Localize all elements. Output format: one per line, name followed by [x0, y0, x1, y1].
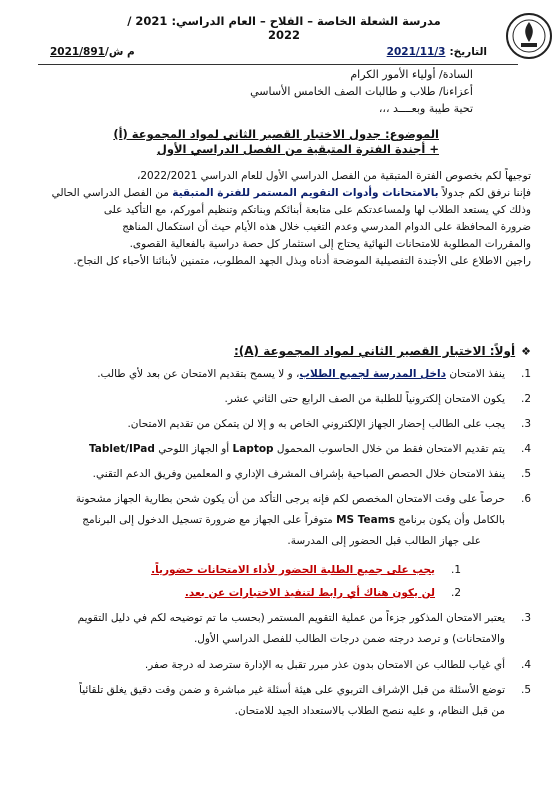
date-label: التاريخ: [449, 46, 487, 58]
warning-text: لن يكون هناك أي رابط لتنفيذ الاختبارات عن بعد. [184, 587, 435, 599]
section-a-title: ❖أولاً: الاختبار القصير الثاني لمواد المجموعة (A): [233, 344, 531, 358]
bullet-icon: ❖ [521, 345, 531, 358]
intro-line: راجين الاطلاع على الأجندة التفصيلية الموضحة أدناه وبذل الجهد المطلوب، متمنين لأبنائنا الأحباء كل النجاح. [73, 255, 531, 267]
letterhead [0, 8, 559, 66]
school-title: مدرسة الشعلة الخاصة – الفلاح – العام الدراسي: 2021 / 2022 [127, 14, 441, 42]
ref-value: 2021/891 [50, 46, 105, 58]
reference-number [46, 46, 135, 58]
date-value: 2021/11/3 [386, 46, 446, 58]
highlight-text: داخل المدرسة لجميع الطلاب [299, 368, 447, 380]
intro-line: والمقررات المطلوبة للامتحانات النهائية يحتاج إلى استثمار كل حصة دراسية بالفعالية القصوى. [129, 238, 531, 250]
subject [113, 127, 439, 157]
header-divider [38, 64, 518, 65]
highlight-text: بالامتحانات وأدوات التقويم المستمر للفترة المتبقية [172, 187, 439, 199]
intro-line: وذلك كي يستعد الطلاب لها ولمساعدتكم على متابعة أبنائكم وبناتكم وتنظيم أموركم، مع التأكيد على [103, 204, 531, 216]
address-line: أعزاءنا/ طلاب و طالبات الصف الخامس الأساسي [250, 85, 473, 98]
intro-paragraph [26, 168, 531, 270]
intro-line: فإننا نرفق لكم جدولاً بالامتحانات وأدوات التقويم المستمر للفترة المتبقية من الفصل الدراسي الحالي [51, 187, 531, 199]
ref-label: م ش/ [104, 46, 135, 58]
address-line: تحية طيبة وبعــــد ،،، [378, 102, 473, 115]
address-line: السادة/ أولياء الأمور الكرام [350, 68, 473, 81]
intro-line: توجيهاً لكم بخصوص الفترة المتبقية من الفصل الدراسي الأول للعام الدراسي 2022/2021، [136, 170, 531, 182]
intro-line: ضرورة المحافظة على الدوام المدرسي وعدم التغيب خلال هذه الأيام حيث أن استكمال المناهج [122, 221, 531, 233]
school-logo [505, 12, 553, 60]
warning-text: يجب على جميع الطلبة الحضور لأداء الامتحانات حضورياً. [151, 564, 435, 576]
subject-line-2: + أجندة الفترة المتبقية من الفصل الدراسي الأول [156, 142, 439, 156]
letter-date [387, 46, 487, 58]
document-page: مدرسة الشعلة الخاصة – الفلاح – العام الدراسي: 2021 / 2022 التاريخ:2021/11/3 م ش/2021/891 السادة/ أولياء الأمور الكرام أعزاءنا/ طلاب و طالبات الصف الخامس الأساسي تحية طيبة وبعــــد ،،، الموضوع: جدول الاختبار القصير الثاني لمواد المجموعة (أ) + أجندة الفترة المتبقية من الفصل الدراسي الأول توجيهاً لكم بخصوص الفترة المتبقية من الفصل الدراسي الأول للعام الدراسي 2022/2021، فإننا نرفق لكم جدولاً بالامتحانات وأدوات التقويم المستمر للفترة المتبقية من الفصل الدراسي الحالي وذلك كي يستعد الطلاب لها ولمساعدتكم على متابعة أبنائكم وبناتكم وتنظيم أموركم، مع التأكيد على ضرورة المحافظة على الدوام المدرسي وعدم التغيب خلال هذه الأيام حيث أن استكمال المناهج والمقررات المطلوبة للامتحانات النهائية يحتاج إلى استثمار كل حصة دراسية بالفعالية القصوى. راجين الاطلاع على الأجندة التفصيلية الموضحة أدناه وبذل الجهد المطلوب، متمنين لأبنائنا الأحباء كل النجاح. ❖أولاً: الاختبار القصير الثاني لمواد المجموعة (A): 1. ينفذ الامتحان داخل المدرسة لجميع الطلاب، و لا يسمح بتقديم الامتحان عن بعد لأي طالب. 2. يكون الامتحان إلكترونياً للطلبة من الصف الرابع حتى الثاني عشر. 3. يجب على الطالب إحضار الجهاز الإلكتروني الخاص به و إلا لن يتمكن من تقديم الامتحان. 4. يتم تقديم الامتحان فقط من خلال الحاسوب المحمول Laptop أو الجهاز اللوحي Tablet/IPad 5. ينفذ الامتحان خلال الحصص الصباحية بإشراف المشرف الإداري و المعلمين وفريق الدعم التقني. 6. حرصاً على وقت الامتحان المخصص لكم فإنه يرجى التأكد من أن يكون شحن بطارية الجهاز مشحونة بالكامل وأن يكون برنامج MS Teams متوفراً على الجهاز مع ضرورة تسجيل الدخول إلى البرنامج على جهاز الطالب قبل الحضور إلى المدرسة. 1. يجب على جميع الطلبة الحضور لأداء الامتحانات حضورياً. 2. لن يكون هناك أي رابط لتنفيذ الاختبارات عن بعد. 3. يعتبر الامتحان المذكور جزءاً من عملية التقويم المستمر (بحسب ما تم توضيحه لكم في دليل التقويم والامتحانات) و ترصد درجته ضمن درجات الطالب للفصل الدراسي الأول. 4. أي غياب للطالب عن الامتحان بدون عذر مبرر تقبل به الإدارة سترصد له درجة صفر. 5. توضع الأسئلة من قبل الإشراف التربوي على هيئة أسئلة غير مباشرة و ضمن وقت دقيق يغلق تلقائياً من قبل النظام، و عليه ننصح الطلاب بالاستعداد الجيد للامتحان. [0, 0, 559, 800]
addressees [250, 66, 473, 117]
subject-line-1: الموضوع: جدول الاختبار القصير الثاني لمواد المجموعة (أ) [113, 127, 439, 141]
